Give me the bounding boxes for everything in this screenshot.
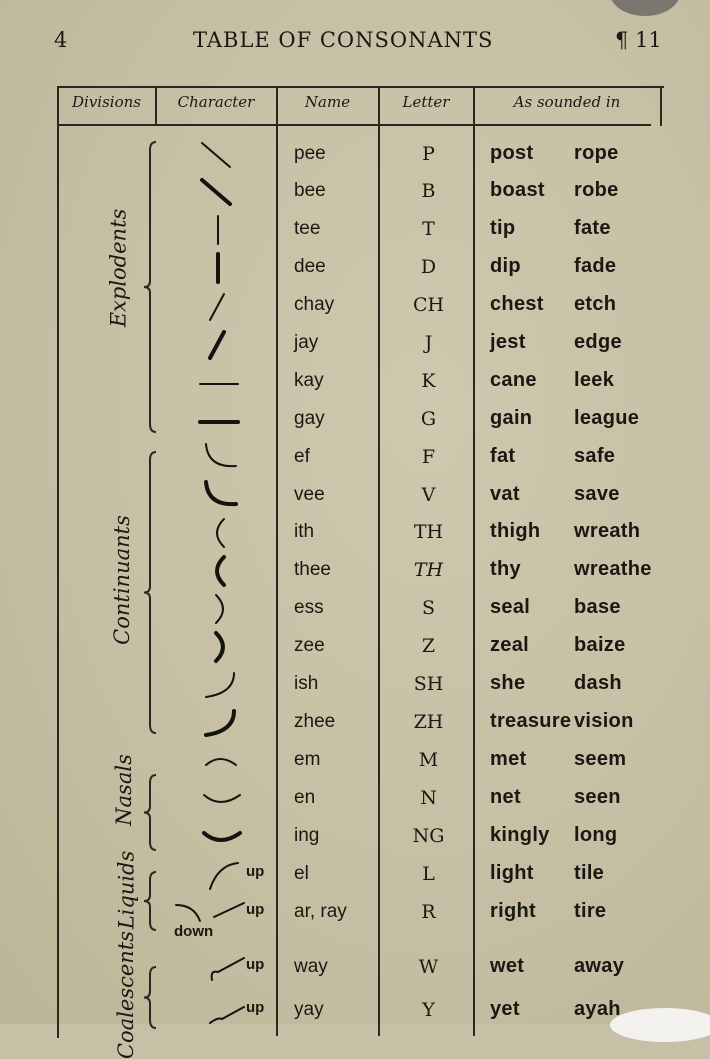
column-header-divisions: Divisions (72, 93, 141, 111)
example-word: tile (574, 862, 605, 884)
division-label: Liquids (113, 850, 138, 930)
table-row (0, 553, 710, 591)
table-row (0, 174, 710, 212)
consonant-letter: F (421, 446, 436, 468)
table-row (0, 440, 710, 478)
column-divider (660, 86, 662, 126)
example-word: chest (490, 293, 544, 315)
division-brace (140, 140, 170, 434)
example-word: baize (574, 634, 626, 656)
table-row (0, 667, 710, 705)
phonography-stroke-horizontal-light (160, 364, 275, 402)
division-brace (140, 450, 170, 735)
phonography-stroke-curve-down-heavy (160, 478, 275, 516)
consonant-name: gay (294, 408, 325, 429)
phonography-stroke-arc-top (160, 743, 275, 781)
consonant-name: chay (294, 294, 335, 315)
phonography-stroke-left-paren-heavy (160, 553, 275, 591)
consonant-name: en (294, 787, 316, 808)
column-header-character: Character (177, 93, 255, 111)
division-label: Coalescents (114, 930, 139, 1059)
phonography-stroke-back-slash-light (160, 137, 275, 175)
consonant-name: zhee (294, 711, 336, 732)
division-label: Explodents (105, 208, 130, 328)
consonant-letter: N (420, 787, 437, 809)
consonant-name: zee (294, 635, 325, 656)
consonant-name: jay (294, 332, 319, 353)
example-word: zeal (490, 634, 530, 656)
column-divider (155, 86, 157, 124)
example-word: fate (574, 217, 611, 239)
table-row (0, 743, 710, 781)
example-word: leek (574, 369, 615, 391)
example-word: boast (490, 179, 545, 201)
consonant-letter: Y (422, 999, 435, 1021)
table-row (0, 591, 710, 629)
consonant-name: bee (294, 180, 326, 201)
consonant-name: yay (294, 999, 324, 1020)
consonant-name: pee (294, 143, 326, 164)
phonography-stroke-arc-bottom (160, 781, 275, 819)
example-word: fat (490, 445, 516, 467)
stroke-direction: down (174, 923, 214, 940)
table-row (0, 478, 710, 516)
example-word: ayah (574, 998, 621, 1020)
consonant-letter: T (422, 218, 435, 240)
division-brace (140, 870, 170, 932)
stroke-direction: up (246, 999, 265, 1016)
consonant-letter: S (421, 597, 436, 619)
consonant-letter: W (418, 956, 439, 978)
example-word: safe (574, 445, 616, 467)
table-row (0, 819, 710, 857)
example-word: etch (574, 293, 617, 315)
consonant-name: ith (294, 521, 315, 542)
example-word: base (574, 596, 621, 618)
consonant-name: kay (294, 370, 324, 391)
example-word: she (490, 672, 526, 694)
example-word: seem (574, 748, 627, 770)
phonography-stroke-right-paren-heavy (160, 629, 275, 667)
phonography-stroke-curve-up-light (160, 667, 275, 705)
division-label: Continuants (109, 515, 134, 645)
consonant-letter: SH (413, 673, 444, 695)
division-brace (140, 965, 170, 1030)
phonography-stroke-right-paren-light (160, 591, 275, 629)
section-reference: ¶ 11 (615, 28, 662, 52)
stroke-direction: up (246, 901, 265, 918)
header-rule (59, 124, 651, 126)
example-word: right (490, 900, 536, 922)
table-row (0, 950, 710, 988)
example-word: rope (574, 142, 619, 164)
consonant-name: ing (294, 825, 320, 846)
example-word: jest (490, 331, 526, 353)
consonant-letter: B (421, 180, 436, 202)
table-row (0, 515, 710, 553)
phonography-stroke-arc-bottom-heavy (160, 819, 275, 857)
table-row (0, 781, 710, 819)
example-word: long (574, 824, 618, 846)
phonography-stroke-curve-down-light (160, 440, 275, 478)
page-title: TABLE OF CONSONANTS (193, 28, 494, 52)
phonography-stroke-vertical-heavy (160, 250, 275, 288)
example-word: fade (574, 255, 617, 277)
example-word: dash (574, 672, 622, 694)
example-word: light (490, 862, 534, 884)
example-word: seen (574, 786, 621, 808)
table-row (0, 402, 710, 440)
consonant-name: el (294, 863, 309, 884)
consonant-letter: M (418, 749, 439, 771)
table-row (0, 857, 710, 895)
example-word: treasure (490, 710, 572, 732)
phonography-stroke-curve-up-heavy (160, 705, 275, 743)
consonant-letter: TH (413, 521, 444, 543)
consonant-letter: NG (412, 825, 445, 847)
example-word: thy (490, 558, 521, 580)
column-header-letter: Letter (402, 93, 450, 111)
division-brace (140, 773, 170, 852)
example-word: yet (490, 998, 520, 1020)
example-word: league (574, 407, 640, 429)
consonant-letter: Z (421, 635, 436, 657)
consonant-letter: V (421, 484, 436, 506)
example-word: dip (490, 255, 521, 277)
consonant-name: thee (294, 559, 331, 580)
page-header (0, 24, 710, 58)
phonography-stroke-forward-slash-heavy (160, 326, 275, 364)
consonant-letter: P (422, 143, 435, 165)
example-word: cane (490, 369, 537, 391)
consonant-name: ish (294, 673, 319, 694)
consonant-name: em (294, 749, 321, 770)
example-word: wreathe (574, 558, 652, 580)
table-row (0, 137, 710, 175)
consonant-letter: TH (413, 559, 444, 581)
consonant-name: ess (294, 597, 324, 618)
column-header-name: Name (304, 93, 351, 111)
consonant-name: vee (294, 484, 325, 505)
column-header-sounded-in: As sounded in (513, 93, 621, 111)
example-word: met (490, 748, 527, 770)
consonant-name: way (294, 956, 328, 977)
example-word: wet (490, 955, 525, 977)
consonant-letter: ZH (413, 711, 444, 733)
example-word: edge (574, 331, 622, 353)
example-word: thigh (490, 520, 541, 542)
phonography-stroke-back-slash-heavy (160, 174, 275, 212)
division-label: Nasals (111, 754, 136, 826)
consonant-letter: R (421, 901, 436, 923)
table-row (0, 993, 710, 1031)
consonant-letter: CH (412, 294, 445, 316)
consonant-name: tee (294, 218, 321, 239)
consonant-letter: G (420, 408, 437, 430)
table-row (0, 326, 710, 364)
stroke-direction: up (246, 863, 265, 880)
example-word: gain (490, 407, 533, 429)
example-word: away (574, 955, 625, 977)
phonography-stroke-horizontal-heavy (160, 402, 275, 440)
example-word: seal (490, 596, 531, 618)
consonant-letter: K (421, 370, 436, 392)
example-word: kingly (490, 824, 550, 846)
consonant-letter: L (422, 863, 435, 885)
consonant-letter: J (424, 332, 433, 354)
example-word: wreath (574, 520, 641, 542)
consonant-name: ef (294, 446, 310, 467)
example-word: net (490, 786, 521, 808)
table-row (0, 705, 710, 743)
phonography-stroke-left-paren-light (160, 515, 275, 553)
example-word: tire (574, 900, 607, 922)
table-row (0, 364, 710, 402)
stroke-direction: up (246, 956, 265, 973)
example-word: save (574, 483, 620, 505)
example-word: robe (574, 179, 619, 201)
consonant-name: dee (294, 256, 326, 277)
example-word: tip (490, 217, 516, 239)
table-row (0, 629, 710, 667)
consonant-name: ar, ray (294, 901, 347, 922)
phonography-stroke-vertical-light (160, 212, 275, 250)
example-word: vision (574, 710, 634, 732)
consonant-letter: D (420, 256, 437, 278)
phonography-stroke-forward-slash-light (160, 288, 275, 326)
page-number: 4 (54, 28, 68, 52)
table-row (0, 895, 710, 940)
example-word: post (490, 142, 534, 164)
example-word: vat (490, 483, 520, 505)
